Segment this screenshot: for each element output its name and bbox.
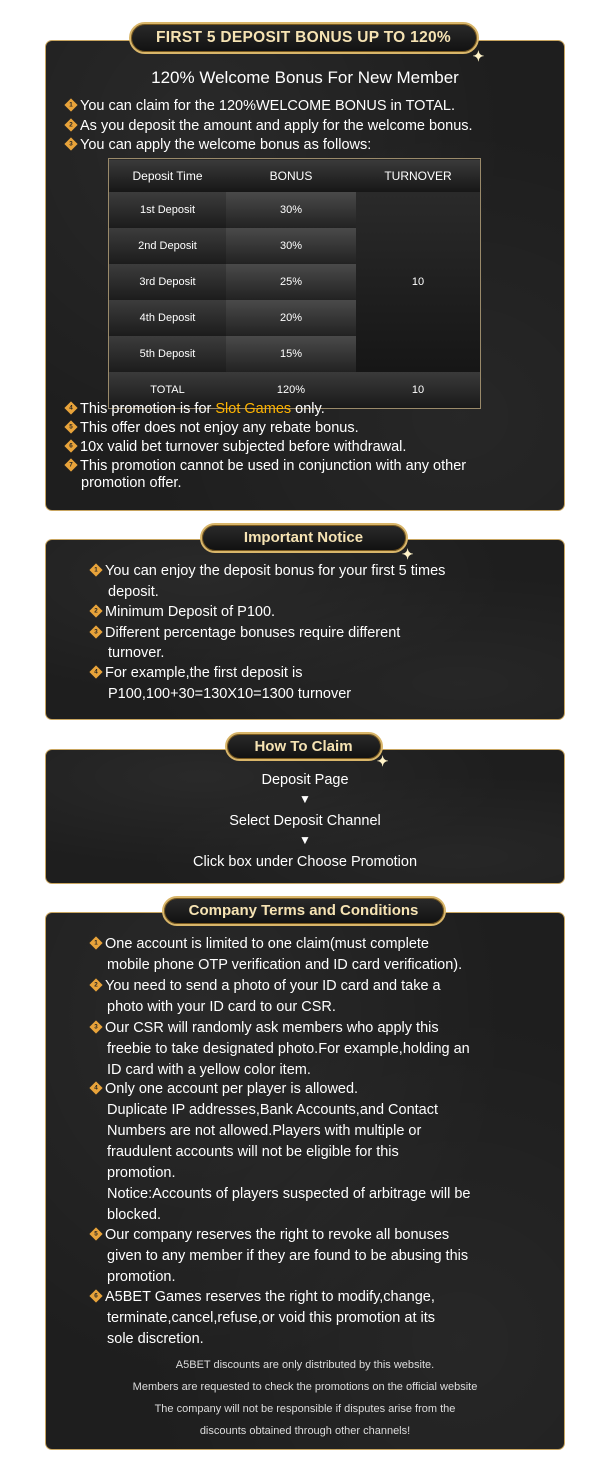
claim-panel <box>45 749 565 884</box>
notice-line-2: 2 Minimum Deposit of P100. <box>90 603 275 622</box>
terms-line: freebie to take designated photo.For example,holding an <box>107 1041 470 1057</box>
bonus-line-7: 7 This promotion cannot be used in conjunction with any other <box>65 457 466 476</box>
bullet-5-icon: 5 <box>89 1227 102 1240</box>
bullet-6-icon: 6 <box>64 439 77 452</box>
terms-line: 3 Our CSR will randomly ask members who apply this <box>90 1019 439 1038</box>
notice-line-4b: P100,100+30=130X10=1300 turnover <box>108 686 352 702</box>
deposit-time-cell: 1st Deposit <box>109 192 227 228</box>
bonus-table <box>108 158 481 409</box>
bullet-7-icon: 7 <box>64 458 77 471</box>
footer-line: The company will not be responsible if disputes arise from the <box>154 1403 456 1415</box>
deposit-time-cell: 3rd Deposit <box>109 264 227 300</box>
notice-line-1b: deposit. <box>108 584 159 600</box>
terms-panel <box>45 912 565 1450</box>
terms-line: 2 You need to send a photo of your ID card and take a <box>90 977 441 996</box>
notice-line-3: 3 Different percentage bonuses require different <box>90 624 400 643</box>
bonus-line-1: 1 You can claim for the 120%WELCOME BONUS in TOTAL. <box>65 97 455 116</box>
terms-line: 6 A5BET Games reserves the right to modify,change, <box>90 1288 435 1307</box>
arrow-down-icon: ▼ <box>299 833 311 847</box>
deposit-time-cell: 5th Deposit <box>109 336 227 372</box>
bullet-1-icon: 1 <box>89 563 102 576</box>
bonus-cell: 30% <box>226 228 356 264</box>
slot-games-highlight: Slot Games <box>215 401 292 417</box>
terms-line: promotion. <box>107 1269 176 1285</box>
claim-badge: How To Claim ✦ <box>225 732 383 761</box>
bullet-5-icon: 5 <box>64 420 77 433</box>
total-bonus-cell: 120% <box>226 372 356 409</box>
terms-line: promotion. <box>107 1165 176 1181</box>
arrow-down-icon: ▼ <box>299 792 311 806</box>
terms-line: photo with your ID card to our CSR. <box>107 999 336 1015</box>
terms-line: mobile phone OTP verification and ID card verification). <box>107 957 463 973</box>
terms-line: given to any member if they are found to be abusing this <box>107 1248 469 1264</box>
bullet-4-icon: 4 <box>89 665 102 678</box>
footer-line: discounts obtained through other channels! <box>199 1425 411 1437</box>
bullet-1-icon: 1 <box>89 936 102 949</box>
bonus-line-4: 4 This promotion is for Slot Games only. <box>65 400 325 419</box>
terms-line: Duplicate IP addresses,Bank Accounts,and Contact <box>107 1102 439 1118</box>
terms-line: terminate,cancel,refuse,or void this promotion at its <box>107 1310 436 1326</box>
claim-step-3: Click box under Choose Promotion <box>192 854 418 870</box>
notice-panel <box>45 539 565 720</box>
terms-line: fraudulent accounts will not be eligible for this <box>107 1144 399 1160</box>
bonus-cell: 15% <box>226 336 356 372</box>
terms-line: Numbers are not allowed.Players with multiple or <box>107 1123 422 1139</box>
footer-line: Members are requested to check the promotions on the official website <box>132 1381 478 1393</box>
notice-badge: Important Notice ✦ <box>200 523 408 553</box>
bonus-cell: 20% <box>226 300 356 336</box>
notice-line-4: 4 For example,the first deposit is <box>90 664 302 683</box>
bonus-title: 120% Welcome Bonus For New Member <box>151 68 459 87</box>
footer-line: A5BET discounts are only distributed by this website. <box>175 1359 435 1371</box>
bullet-2-icon: 2 <box>89 604 102 617</box>
header-turnover: TURNOVER <box>356 159 481 193</box>
notice-line-3b: turnover. <box>108 645 165 661</box>
sparkle-icon: ✦ <box>401 546 414 562</box>
terms-line: 4 Only one account per player is allowed. <box>90 1080 358 1099</box>
bonus-panel <box>45 40 565 511</box>
table-header-row <box>109 159 481 193</box>
header-bonus: BONUS <box>226 159 356 193</box>
terms-line: ID card with a yellow color item. <box>107 1062 311 1078</box>
bullet-3-icon: 3 <box>89 1020 102 1033</box>
terms-line: 5 Our company reserves the right to revoke all bonuses <box>90 1226 449 1245</box>
bullet-4-icon: 4 <box>89 1081 102 1094</box>
bonus-cell: 30% <box>226 192 356 228</box>
claim-step-1: Deposit Page <box>261 772 349 788</box>
bullet-3-icon: 3 <box>89 625 102 638</box>
bullet-3-icon: 3 <box>64 137 77 150</box>
terms-line: sole discretion. <box>107 1331 204 1347</box>
bonus-cell: 25% <box>226 264 356 300</box>
bonus-line-2: 2 As you deposit the amount and apply for the welcome bonus. <box>65 117 473 136</box>
deposit-time-cell: 2nd Deposit <box>109 228 227 264</box>
bonus-line-3: 3 You can apply the welcome bonus as follows: <box>65 136 371 155</box>
terms-line: blocked. <box>107 1207 162 1223</box>
terms-line: Notice:Accounts of players suspected of arbitrage will be <box>107 1186 471 1202</box>
terms-badge: Company Terms and Conditions <box>162 896 446 926</box>
bullet-2-icon: 2 <box>64 118 77 131</box>
bullet-6-icon: 6 <box>89 1289 102 1302</box>
notice-line-1: 1 You can enjoy the deposit bonus for your first 5 times <box>90 562 445 581</box>
header-deposit-time: Deposit Time <box>109 159 227 193</box>
bullet-1-icon: 1 <box>64 98 77 111</box>
bonus-line-6: 6 10x valid bet turnover subjected before withdrawal. <box>65 438 406 457</box>
bonus-line-5: 5 This offer does not enjoy any rebate bonus. <box>65 419 359 438</box>
table-row <box>109 192 481 228</box>
bonus-badge: FIRST 5 DEPOSIT BONUS UP TO 120% ✦ <box>129 22 479 54</box>
claim-step-2: Select Deposit Channel <box>229 813 381 829</box>
turnover-cell: 10 <box>356 192 481 372</box>
total-label-cell: TOTAL <box>109 372 227 409</box>
bullet-2-icon: 2 <box>89 978 102 991</box>
deposit-time-cell: 4th Deposit <box>109 300 227 336</box>
sparkle-icon: ✦ <box>376 753 389 769</box>
terms-line: 1 One account is limited to one claim(must complete <box>90 935 429 954</box>
sparkle-icon: ✦ <box>472 48 485 64</box>
bonus-line-7b: promotion offer. <box>81 475 182 491</box>
bullet-4-icon: 4 <box>64 401 77 414</box>
total-turnover-cell: 10 <box>356 372 481 409</box>
